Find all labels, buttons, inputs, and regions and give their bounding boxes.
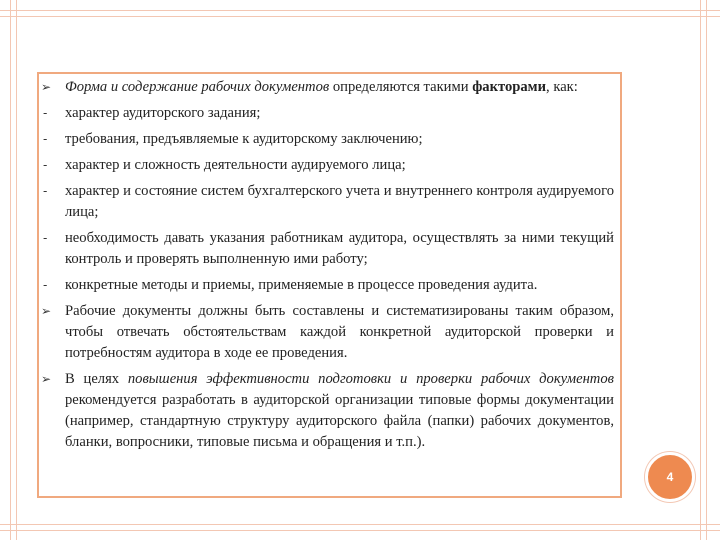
bullet-systematization: ➢ Рабочие документы должны быть составлены и систематизированы таким образом, чтобы отвечать обстоятельствам каждой конкретной аудиторской проверки и потребностям аудитора в ходе ее проведения. [41,303,614,361]
page-number: 4 [666,470,674,484]
list-item: - характер аудиторского задания; [40,103,614,124]
list-item: - необходимость давать указания работникам аудитора, осуществлять за ними текущий контроль и проверять выполненную ими работу; [43,230,614,267]
list-item: - требования, предъявляемые к аудиторскому заключению; [40,129,614,150]
dash-bullet-icon: - [43,158,48,172]
dash-bullet-icon: - [43,184,48,198]
bullet-recommendation: ➢ В целях повышения эффективности подготовки и проверки рабочих документов рекомендуется разработать в аудиторской организации типовые формы документации (например, стандартную структуру аудиторского файла (папки) рабочих документов, бланки, вопросники, типовые письма и обращения и т.п.). [41,371,614,450]
dash-bullet-icon: - [43,231,48,245]
list-item: - характер и состояние систем бухгалтерского учета и внутреннего контроля аудируемого лица; [43,183,614,220]
decor-line-left-2 [16,0,17,540]
decor-line-bottom-1 [0,524,720,525]
slide-content [40,77,614,458]
bullet-factors-intro: ➢ Форма и содержание рабочих документов определяются такими факторами, как: [40,77,614,98]
list-item: - конкретные методы и приемы, применяемые в процессе проведения аудита. [40,275,614,296]
decor-line-top-1 [0,10,720,11]
arrow-bullet-icon: ➢ [41,80,52,94]
decor-line-right-1 [700,0,701,540]
list-item: - характер и сложность деятельности аудируемого лица; [40,155,614,176]
dash-bullet-icon: - [43,106,48,120]
bold-word: факторами [472,79,547,95]
arrow-bullet-icon: ➢ [41,304,52,318]
dash-bullet-icon: - [43,132,48,146]
italic-phrase: повышения эффективности подготовки и проверки рабочих документов [127,371,614,387]
decor-line-left-1 [10,0,11,540]
dash-bullet-icon: - [43,278,48,292]
arrow-bullet-icon: ➢ [41,372,52,386]
italic-phrase: Форма и содержание рабочих документов [65,79,330,95]
page-number-badge [645,452,695,502]
decor-line-top-2 [0,16,720,17]
decor-line-bottom-2 [0,530,720,531]
decor-line-right-2 [706,0,707,540]
